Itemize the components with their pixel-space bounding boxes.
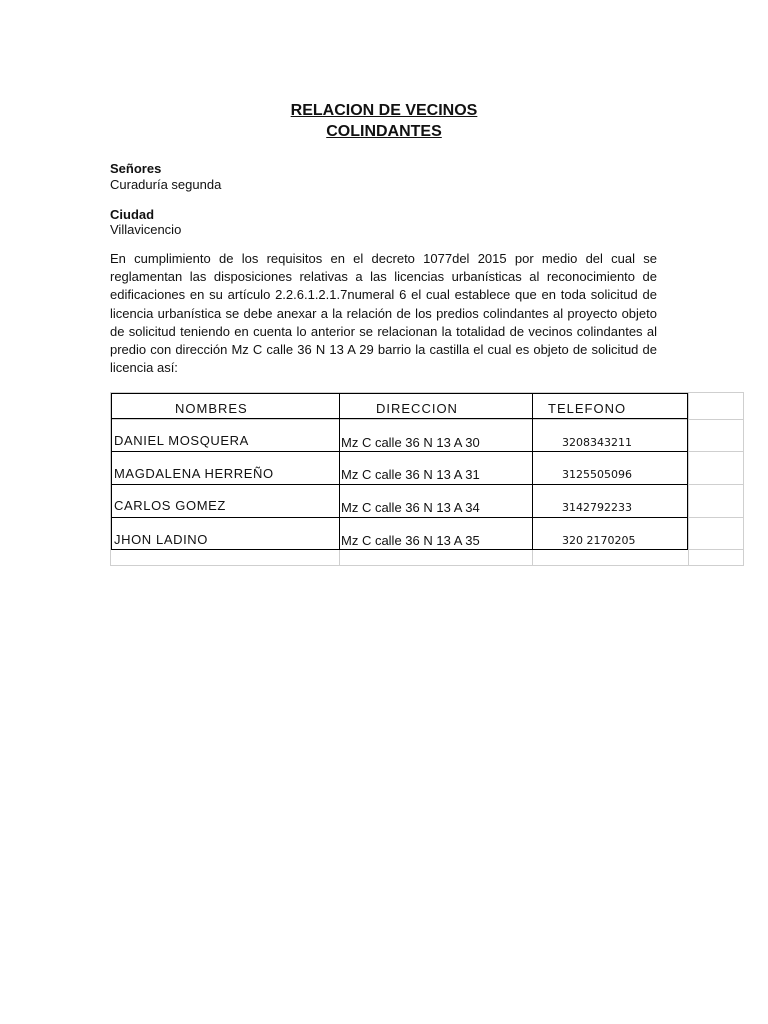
table-border [111, 451, 688, 452]
senores-label: Señores [110, 161, 162, 176]
row-address: Mz C calle 36 N 13 A 35 [341, 533, 480, 548]
table-border [111, 418, 688, 419]
row-name: MAGDALENA HERREÑO [114, 466, 274, 481]
document-title-line-2: COLINDANTES [326, 123, 442, 140]
row-address: Mz C calle 36 N 13 A 31 [341, 467, 480, 482]
table-border [339, 393, 340, 550]
ciudad-label: Ciudad [110, 207, 155, 222]
row-name: JHON LADINO [114, 532, 209, 547]
table-border [111, 549, 688, 550]
table-border [532, 393, 533, 550]
row-address: Mz C calle 36 N 13 A 34 [341, 500, 480, 515]
table-border [687, 393, 688, 550]
table-border [111, 484, 688, 485]
body-paragraph: En cumplimiento de los requisitos en el decreto 1077del 2015 por medio del cual se reglamentan las disposiciones relativas a las licencias urbanísticas al reconocimiento de edificaciones en su artículo 2.2.6.1.2.1.7numeral 6 el cual establece que en toda solicitud de licencia urbanística se debe anexar a la relación de los predios colindantes al proyecto objeto de solicitud teniendo en cuenta lo anterior se relacionan la totalidad de vecinos colindantes al predio con dirección Mz C calle 36 N 13 A 29 barrio la castilla el cual es objeto de solicitud de licencia así: [110, 251, 657, 376]
row-phone: 3208343211 [562, 436, 632, 449]
table-border [111, 517, 688, 518]
grid-line [743, 392, 744, 565]
row-phone: 3125505096 [562, 468, 632, 481]
document-title-line-1: RELACION DE VECINOS [290, 102, 478, 119]
table-border [111, 393, 688, 394]
column-header-direccion: DIRECCION [376, 401, 458, 416]
column-header-telefono: TELEFONO [548, 401, 627, 416]
row-name: DANIEL MOSQUERA [114, 433, 249, 448]
row-phone: 3142792233 [562, 501, 632, 514]
row-address: Mz C calle 36 N 13 A 30 [341, 435, 480, 450]
row-phone: 320 2170205 [562, 534, 636, 547]
grid-line [110, 419, 744, 420]
grid-line [688, 392, 689, 565]
grid-line [110, 565, 744, 566]
column-header-nombres: NOMBRES [175, 401, 248, 416]
row-name: CARLOS GOMEZ [114, 498, 226, 513]
table-border [111, 393, 112, 550]
senores-value: Curaduría segunda [110, 177, 222, 192]
ciudad-value: Villavicencio [110, 222, 182, 237]
